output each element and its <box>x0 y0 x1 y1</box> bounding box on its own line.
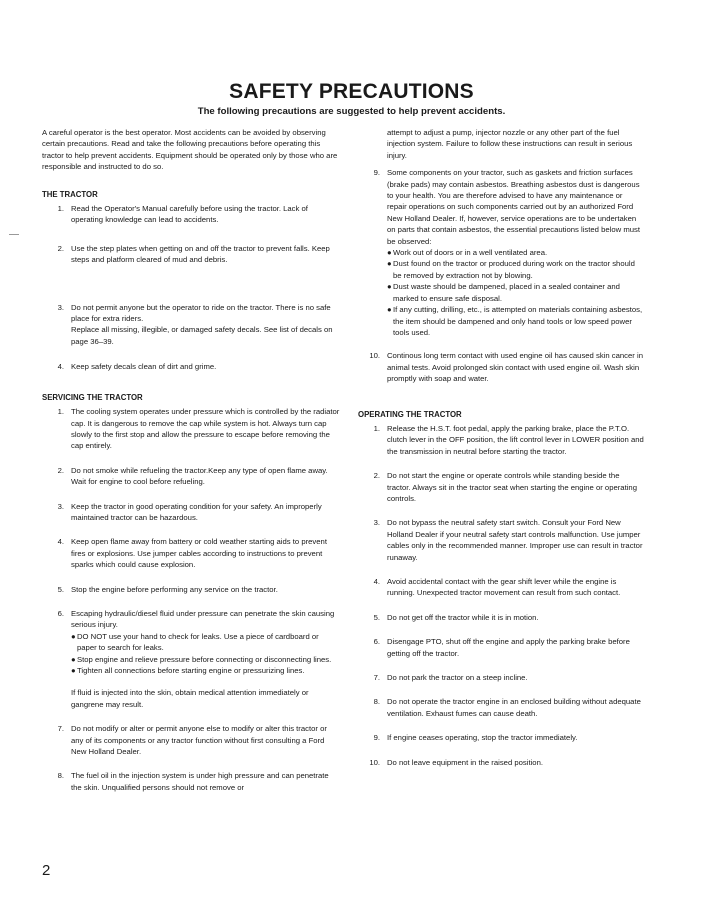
item-text: Read the Operator's Manual carefully before using the tractor. Lack of operating knowledge can lead to accidents. <box>71 204 308 225</box>
servicing-item-5 <box>42 584 340 595</box>
bullet-dot-icon: ● <box>387 282 392 292</box>
operating-item-9 <box>358 732 644 743</box>
item-number: 3. <box>57 501 64 511</box>
bullet-item: ● Work out of doors or in a well ventilated area. <box>387 248 548 258</box>
item-text: The cooling system operates under pressure which is controlled by the radiator cap. It is dangerous to remove the cap while system is hot. Always turn cap slowly to the first stop and allow the pressure to escape before removing the cap entirely. <box>71 407 340 451</box>
operating-item-1 <box>358 423 644 457</box>
margin-mark <box>9 234 19 235</box>
item-text: Do not bypass the neutral safety start switch. Consult your Ford New Holland Dealer if your neutral safety start controls malfunction. Use jumper cables only in the recommended manner. Improper use can result in tractor runaway. <box>387 518 643 562</box>
item-text: Do not start the engine or operate controls while standing beside the tractor. Always sit in the tractor seat when starting the engine or operating controls. <box>387 471 637 503</box>
item-number: 4. <box>57 537 64 547</box>
item-text-2: If fluid is injected into the skin, obtain medical attention immediately or gangrene may result. <box>71 688 309 709</box>
item-number: 8. <box>373 697 380 707</box>
bullet-dot-icon: ● <box>71 654 76 664</box>
item-text-2: Replace all missing, illegible, or damaged safety decals. See list of decals on page 36–39. <box>71 325 333 346</box>
operating-item-10 <box>358 757 644 768</box>
item-text: If engine ceases operating, stop the tractor immediately. <box>387 733 578 743</box>
tractor-item-1 <box>42 203 340 226</box>
servicing-item-1 <box>42 406 340 452</box>
item-text: Do not leave equipment in the raised position. <box>387 757 543 767</box>
item-text: Keep open flame away from battery or cold weather starting aids to prevent fires or explosions. Use jumper cables according to instructions to prevent sparks which could cause explosion. <box>71 537 327 570</box>
intro-paragraph: A careful operator is the best operator. Most accidents can be avoided by observing certain precautions. Read and take the following precautions before operating this tractor to help prevent accidents. Equipment should be operated only by those who are responsible and instructed to do so. <box>42 128 338 172</box>
item-text: Do not modify or alter or permit anyone else to modify or alter this tractor or any of its components or any tractor function without first consulting a Ford New Holland Dealer. <box>71 724 327 757</box>
operating-item-7 <box>358 672 644 683</box>
item-number: 10. <box>369 757 380 767</box>
item-number: 3. <box>57 302 64 312</box>
page-title: SAFETY PRECAUTIONS <box>229 80 474 103</box>
item-number: 8. <box>57 771 64 781</box>
item-number: 4. <box>373 577 380 586</box>
item-number: 4. <box>57 362 64 372</box>
item-text: Avoid accidental contact with the gear shift lever while the engine is running. Unexpected tractor movement can result from such contact. <box>387 577 621 598</box>
item-number: 6. <box>57 608 64 618</box>
bullet-item: ● Dust waste should be dampened, placed in a sealed container and marked to ensure safe disposal. <box>387 282 620 303</box>
item-number: 2. <box>57 243 64 253</box>
section-heading-servicing: SERVICING THE TRACTOR <box>42 392 143 402</box>
item-text: Do not park the tractor on a steep incline. <box>387 673 528 683</box>
item-text: Keep the tractor in good operating condition for your safety. An improperly maintained tractor can be hazardous. <box>71 501 322 522</box>
item-text: Do not smoke while refueling the tractor.Keep any type of open flame away. Wait for engine to cool before refueling. <box>71 465 328 487</box>
servicing-item-7 <box>42 723 340 757</box>
item-number: 9. <box>373 733 380 743</box>
bullet-dot-icon: ● <box>71 631 76 641</box>
operating-item-4 <box>358 576 644 599</box>
operating-item-8 <box>358 696 644 719</box>
tractor-item-3 <box>42 302 340 348</box>
item-number: 1. <box>57 407 64 417</box>
servicing-item-9 <box>358 167 644 338</box>
item-text: Escaping hydraulic/diesel fluid under pressure can penetrate the skin causing serious injury. <box>71 608 335 630</box>
servicing-item-8 <box>42 770 340 793</box>
left-column <box>42 127 340 793</box>
tractor-item-4 <box>42 361 340 372</box>
item-number: 5. <box>57 584 64 594</box>
right-column <box>358 127 644 768</box>
item-number: 3. <box>373 518 380 528</box>
item-text: Do not operate the tractor engine in an enclosed building without adequate ventilation. Exhaust fumes can cause death. <box>387 697 641 718</box>
servicing-item-4 <box>42 536 340 570</box>
servicing-item-6 <box>42 608 340 710</box>
item-text: Use the step plates when getting on and off the tractor to prevent falls. Keep steps and platform cleared of mud and debris. <box>71 243 330 265</box>
section-heading-tractor: THE TRACTOR <box>42 189 98 199</box>
item-number: 1. <box>57 204 64 214</box>
item-text: Release the H.S.T. foot pedal, apply the parking brake, place the P.T.O. clutch lever in the OFF position, the lift control lever in LOWER position and the transmission in neutral before starting the tractor. <box>387 423 644 456</box>
item-text: Continous long term contact with used engine oil has caused skin cancer in animal tests. Avoid prolonged skin contact with used engine oil. Wash skin promptly with soap and water. <box>387 351 643 384</box>
item-number: 9. <box>373 168 380 178</box>
item-text: The fuel oil in the injection system is under high pressure and can penetrate the skin. Unqualified persons should not remove or <box>71 771 329 792</box>
operating-item-6 <box>358 636 644 659</box>
item-text: Do not permit anyone but the operator to ride on the tractor. There is no safe place for extra riders. <box>71 302 331 324</box>
servicing-item-8-cont <box>358 127 644 161</box>
operating-item-5 <box>358 612 644 623</box>
bullet-item: ● Stop engine and relieve pressure before connecting or disconnecting lines. <box>71 654 332 664</box>
bullet-item: ● Tighten all connections before starting engine or pressurizing lines. <box>71 666 305 675</box>
item-text: Do not get off the tractor while it is in motion. <box>387 612 539 622</box>
page-number: 2 <box>42 862 51 879</box>
item-text: Keep safety decals clean of dirt and grime. <box>71 362 217 372</box>
bullet-item: ● Dust found on the tractor or produced during work on the tractor should be removed by extraction not by blowing. <box>387 259 635 280</box>
servicing-item-2 <box>42 465 340 488</box>
item-number: 5. <box>373 612 380 622</box>
bullet-item: ● DO NOT use your hand to check for leaks. Use a piece of cardboard or paper to search for leaks. <box>71 631 319 653</box>
servicing-item-3 <box>42 501 340 524</box>
bullet-dot-icon: ● <box>387 248 392 258</box>
item-number: 1. <box>373 423 380 433</box>
operating-item-3 <box>358 517 644 563</box>
bullet-dot-icon: ● <box>71 666 76 675</box>
servicing-item-10 <box>358 350 644 384</box>
item-number: 7. <box>373 673 380 683</box>
tractor-item-2 <box>42 243 340 266</box>
item-text: Disengage PTO, shut off the engine and apply the parking brake before getting off the tractor. <box>387 637 630 658</box>
page-subtitle: The following precautions are suggested to help prevent accidents. <box>197 106 506 117</box>
item-number: 2. <box>373 471 380 481</box>
bullet-item: ● If any cutting, drilling, etc., is attempted on materials containing asbestos, the item should be dampened and only hand tools or low speed power tools used. <box>387 305 643 337</box>
item-text: Stop the engine before performing any service on the tractor. <box>71 584 278 594</box>
item-text: Some components on your tractor, such as gaskets and friction surfaces (brake pads) may contain asbestos. Breathing asbestos dust is dangerous to your health. You are therefore advised to have any maintenance or repair operations on such components carried out by an authorized Ford New Holland Dealer. If, however, service operations are to be undertaken on parts that contain asbestos, the essential precautions listed below must be observed: <box>387 168 640 246</box>
item-number: 2. <box>57 465 64 475</box>
section-heading-operating: OPERATING THE TRACTOR <box>358 409 462 419</box>
bullet-dot-icon: ● <box>387 259 392 269</box>
item-text: attempt to adjust a pump, injector nozzle or any other part of the fuel injection system. Failure to follow these instructions can result in serious injury. <box>387 128 633 160</box>
bullet-dot-icon: ● <box>387 305 392 315</box>
item-number: 6. <box>373 637 380 647</box>
operating-item-2 <box>358 470 644 504</box>
item-number: 7. <box>57 724 64 734</box>
item-number: 10. <box>369 351 380 361</box>
